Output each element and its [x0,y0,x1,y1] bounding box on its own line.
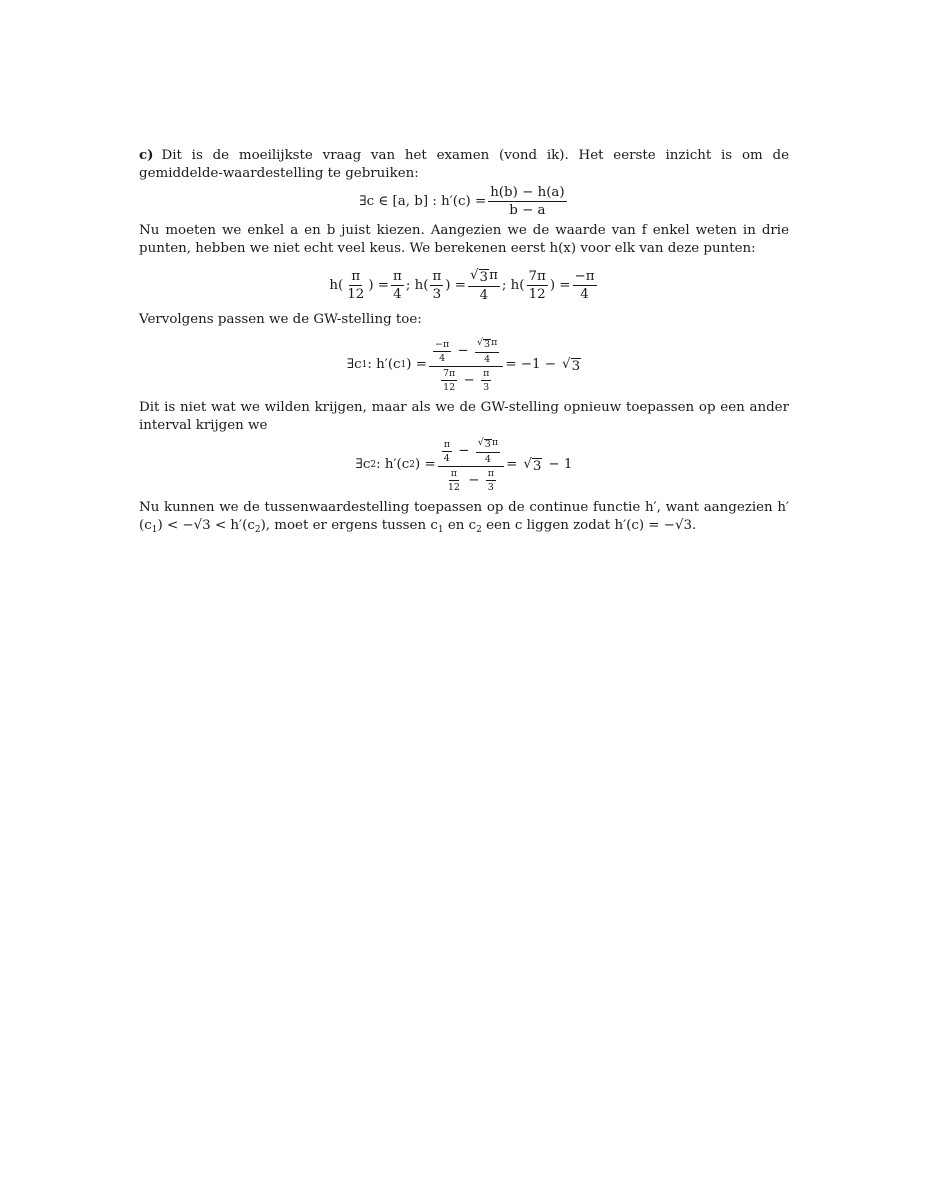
c1-minus-1: − [457,343,469,359]
value-2-den: 4 [479,288,489,304]
c2-c-num: π [450,468,457,480]
intro-paragraph [139,146,789,183]
h-open-2: ; h( [405,277,429,293]
c2-exists: ∃c [355,457,371,473]
value-3-num: −π [574,269,595,285]
c2-a-num: π [443,438,450,450]
c2-c-den: 12 [447,482,460,494]
c1-b-pi: π [491,337,498,349]
c2-derivative: : h′(c [376,457,410,473]
c2-d-num: π [487,468,494,480]
c1-c-den: 12 [443,382,456,394]
c1-derivative: : h′(c [367,357,401,373]
arg-3-den: 12 [528,287,546,303]
intro-text: Dit is de moeilijkste vraag van het examen (vond ik). Het eerste inzicht is om de gemiddelde-waardestelling te gebruiken: [139,148,789,181]
paragraph-apply-gw: Vervolgens passen we de GW-stelling toe: [139,312,422,328]
c1-b-den: 4 [484,354,491,366]
mvt-denominator: b − a [509,203,546,218]
c2-result-sqrt: √ 3 [523,456,542,474]
c2-b-pi: π [491,437,499,449]
arg-1-num: π [351,269,361,285]
conclusion-part-b: ) < −√3 < h′(c [157,518,255,534]
c1-sub: 1 [361,360,368,371]
c2-d-den: 3 [487,482,494,494]
arg-pi-12 [345,269,366,302]
section-label: c) [139,147,154,163]
mvt-lhs: ∃c ∈ [a, b] : h′(c) = [359,193,487,209]
value-2-radicand: 3 [479,270,489,285]
document-page [139,146,789,539]
value-3-den: 4 [580,287,589,303]
c2-result-suffix: − 1 [548,457,573,473]
c1-b-radicand: 3 [484,339,491,351]
c1-result-radicand: 3 [571,358,581,374]
c2-b-num: √ 3 π [476,437,500,453]
conclusion-sub-4: 2 [476,525,482,536]
c1-a-den: 4 [439,352,446,364]
arg-3-num: 7π [528,269,546,285]
conclusion-sub-2: 2 [254,525,261,536]
c2-a-den: 4 [443,452,450,464]
arg-1-den: 12 [347,287,365,303]
c1-a-num: −π [434,338,450,350]
c1-frac-c [441,368,457,393]
value-2-num: √ 3 π [468,268,500,287]
h-close-2: ) = [445,277,466,293]
c2-minus-2: − [468,473,480,489]
c1-d-num: π [483,368,490,380]
c1-minus-2: − [463,373,475,389]
c2-big-fraction [438,437,504,493]
c1-derivative-sub: 1 [400,360,407,371]
c1-big-den [437,367,495,393]
conclusion-part-c: ), moet er ergens tussen c [260,518,438,534]
mean-value-theorem-equation [139,185,789,218]
value-sqrt3-pi-4 [468,268,500,303]
mvt-numerator: h(b) − h(a) [490,185,565,200]
arg-7pi-12 [527,269,548,302]
c2-big-den [442,467,500,493]
paragraph-other-interval: Dit is niet wat we wilden krijgen, maar als we de GW-stelling opnieuw toepassen op een ander interval krijgen we [139,400,789,434]
c2-result-prefix: = [506,457,518,473]
c1-result-sqrt: √ 3 [562,356,581,374]
paragraph-choose-ab: Nu moeten we enkel a en b juist kiezen. Aangezien we de waarde van f enkel weten in drie punten, hebben we niet echt veel keus. We berekenen eerst h(x) voor elk van deze punten: [139,223,789,256]
c2-result-radicand: 3 [532,458,542,474]
c2-b-radicand: 3 [484,439,491,451]
c1-d-den: 3 [483,382,490,394]
c1-b-num: √ 3 π [475,337,499,353]
c2-equation [139,437,789,493]
c1-result-prefix: = −1 − [505,357,557,373]
h-close-3: ) = [549,277,571,293]
c2-frac-a [442,439,452,464]
h-close-1: ) = [368,277,390,293]
arg-2-den: 3 [432,287,442,303]
h-values-equation [139,268,789,303]
c2-derivative-sub: 2 [409,460,415,471]
conclusion-part-e: een c liggen zodat h′(c) = −√3. [481,518,697,534]
mvt-fraction [488,185,566,218]
c1-equation [139,337,789,393]
c2-frac-b [476,437,500,465]
c1-equals: ) = [406,357,427,373]
c2-equals: ) = [415,457,436,473]
c1-c-num: 7π [443,368,456,380]
c2-big-num [438,437,504,467]
c1-frac-d [481,368,491,393]
h-open-1: h( [329,277,344,293]
conclusion-sub-3: 1 [437,525,444,536]
c1-frac-b [475,337,499,365]
arg-2-num: π [432,269,442,285]
arg-pi-3 [430,269,443,302]
conclusion-part-d: en c [443,518,477,534]
c2-minus-1: − [458,443,470,459]
c1-big-num [429,337,503,367]
value-1-num: π [393,269,402,285]
c2-sub: 2 [370,460,377,471]
c1-frac-a [433,339,451,364]
value-1-den: 4 [393,287,402,303]
c2-b-den: 4 [484,454,491,466]
value-pi-4 [391,269,404,302]
conclusion-sub-1: 1 [151,525,158,536]
value-2-pi: π [489,268,498,283]
value-neg-pi-4 [573,269,597,302]
c2-frac-d [486,468,496,493]
c2-frac-c [446,468,462,493]
paragraph-conclusion [139,499,789,539]
c1-exists: ∃c [346,357,362,373]
h-open-3: ; h( [501,277,525,293]
c1-big-fraction [429,337,503,393]
conclusion-part-a: Nu kunnen we de tussenwaardestelling toepassen op de continue functie h′, want aangezien h′(c [139,500,789,534]
